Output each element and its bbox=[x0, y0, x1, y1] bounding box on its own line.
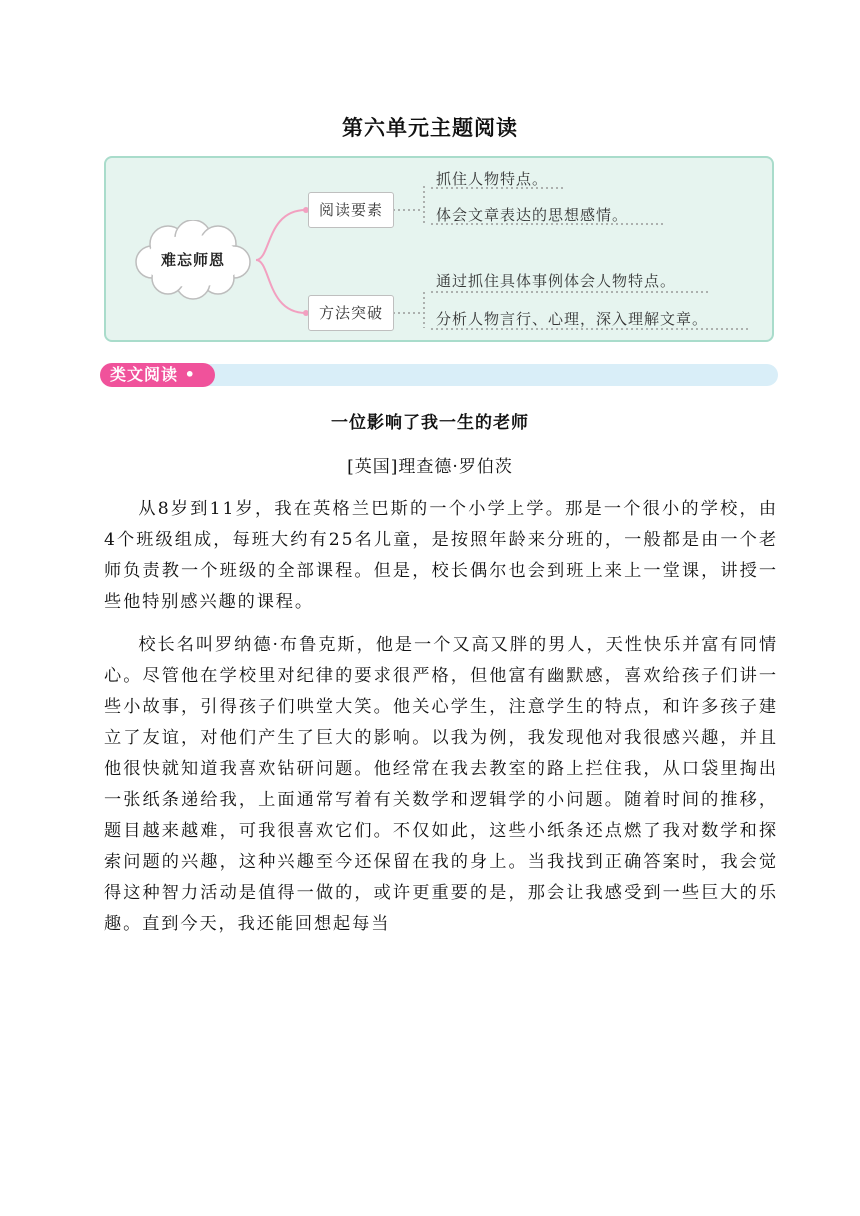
branch-reading-point-1: 抓住人物特点。 bbox=[436, 170, 549, 188]
branch-reading-elements: 阅读要素 bbox=[308, 192, 394, 228]
section-badge: 类文阅读 • bbox=[100, 363, 215, 387]
branch-method-point-1: 通过抓住具体事例体会人物特点。 bbox=[436, 272, 677, 290]
article-paragraph-2: 校长名叫罗纳德·布鲁克斯，他是一个又高又胖的男人，天性快乐并富有同情心。尽管他在学校里对纪律的要求很严格，但他富有幽默感，喜欢给孩子们讲一些小故事，引得孩子们哄堂大笑。他关心学生，注意学生的特点，和许多孩子建立了友谊，对他们产生了巨大的影响。以我为例，我发现他对我很感兴趣，并且他很快就知道我喜欢钻研问题。他经常在我去教室的路上拦住我，从口袋里掏出一张纸条递给我，上面通常写着有关数学和逻辑学的小问题。随着时间的推移，题目越来越难，可我很喜欢它们。不仅如此，这些小纸条还点燃了我对数学和探索问题的兴趣，这种兴趣至今还保留在我的身上。当我找到正确答案时，我会觉得这种智力活动是值得一做的，或许更重要的是，那会让我感受到一些巨大的乐趣。直到今天，我还能回想起每当 bbox=[104, 635, 778, 934]
center-topic: 难忘师恩 bbox=[160, 251, 225, 269]
mind-map bbox=[104, 156, 774, 342]
center-cloud bbox=[130, 220, 256, 300]
branch-method-point-2: 分析人物言行、心理，深入理解文章。 bbox=[436, 310, 709, 328]
article-paragraph-1: 从8岁到11岁，我在英格兰巴斯的一个小学上学。那是一个很小的学校，由4个班级组成，每班大约有25名儿童，是按照年龄来分班的，一般都是由一个老师负责教一个班级的全部课程。但是，校长偶尔也会到班上来上一堂课，讲授一些他特别感兴趣的课程。 bbox=[104, 499, 778, 612]
article-body bbox=[104, 494, 778, 952]
branch-reading-point-2: 体会文章表达的思想感情。 bbox=[436, 206, 629, 224]
article-author: [英国]理查德·罗伯茨 bbox=[347, 457, 513, 477]
branch-method-breakthrough: 方法突破 bbox=[308, 295, 394, 331]
page-title: 第六单元主题阅读 bbox=[342, 116, 518, 140]
article-title: 一位影响了我一生的老师 bbox=[331, 413, 529, 433]
